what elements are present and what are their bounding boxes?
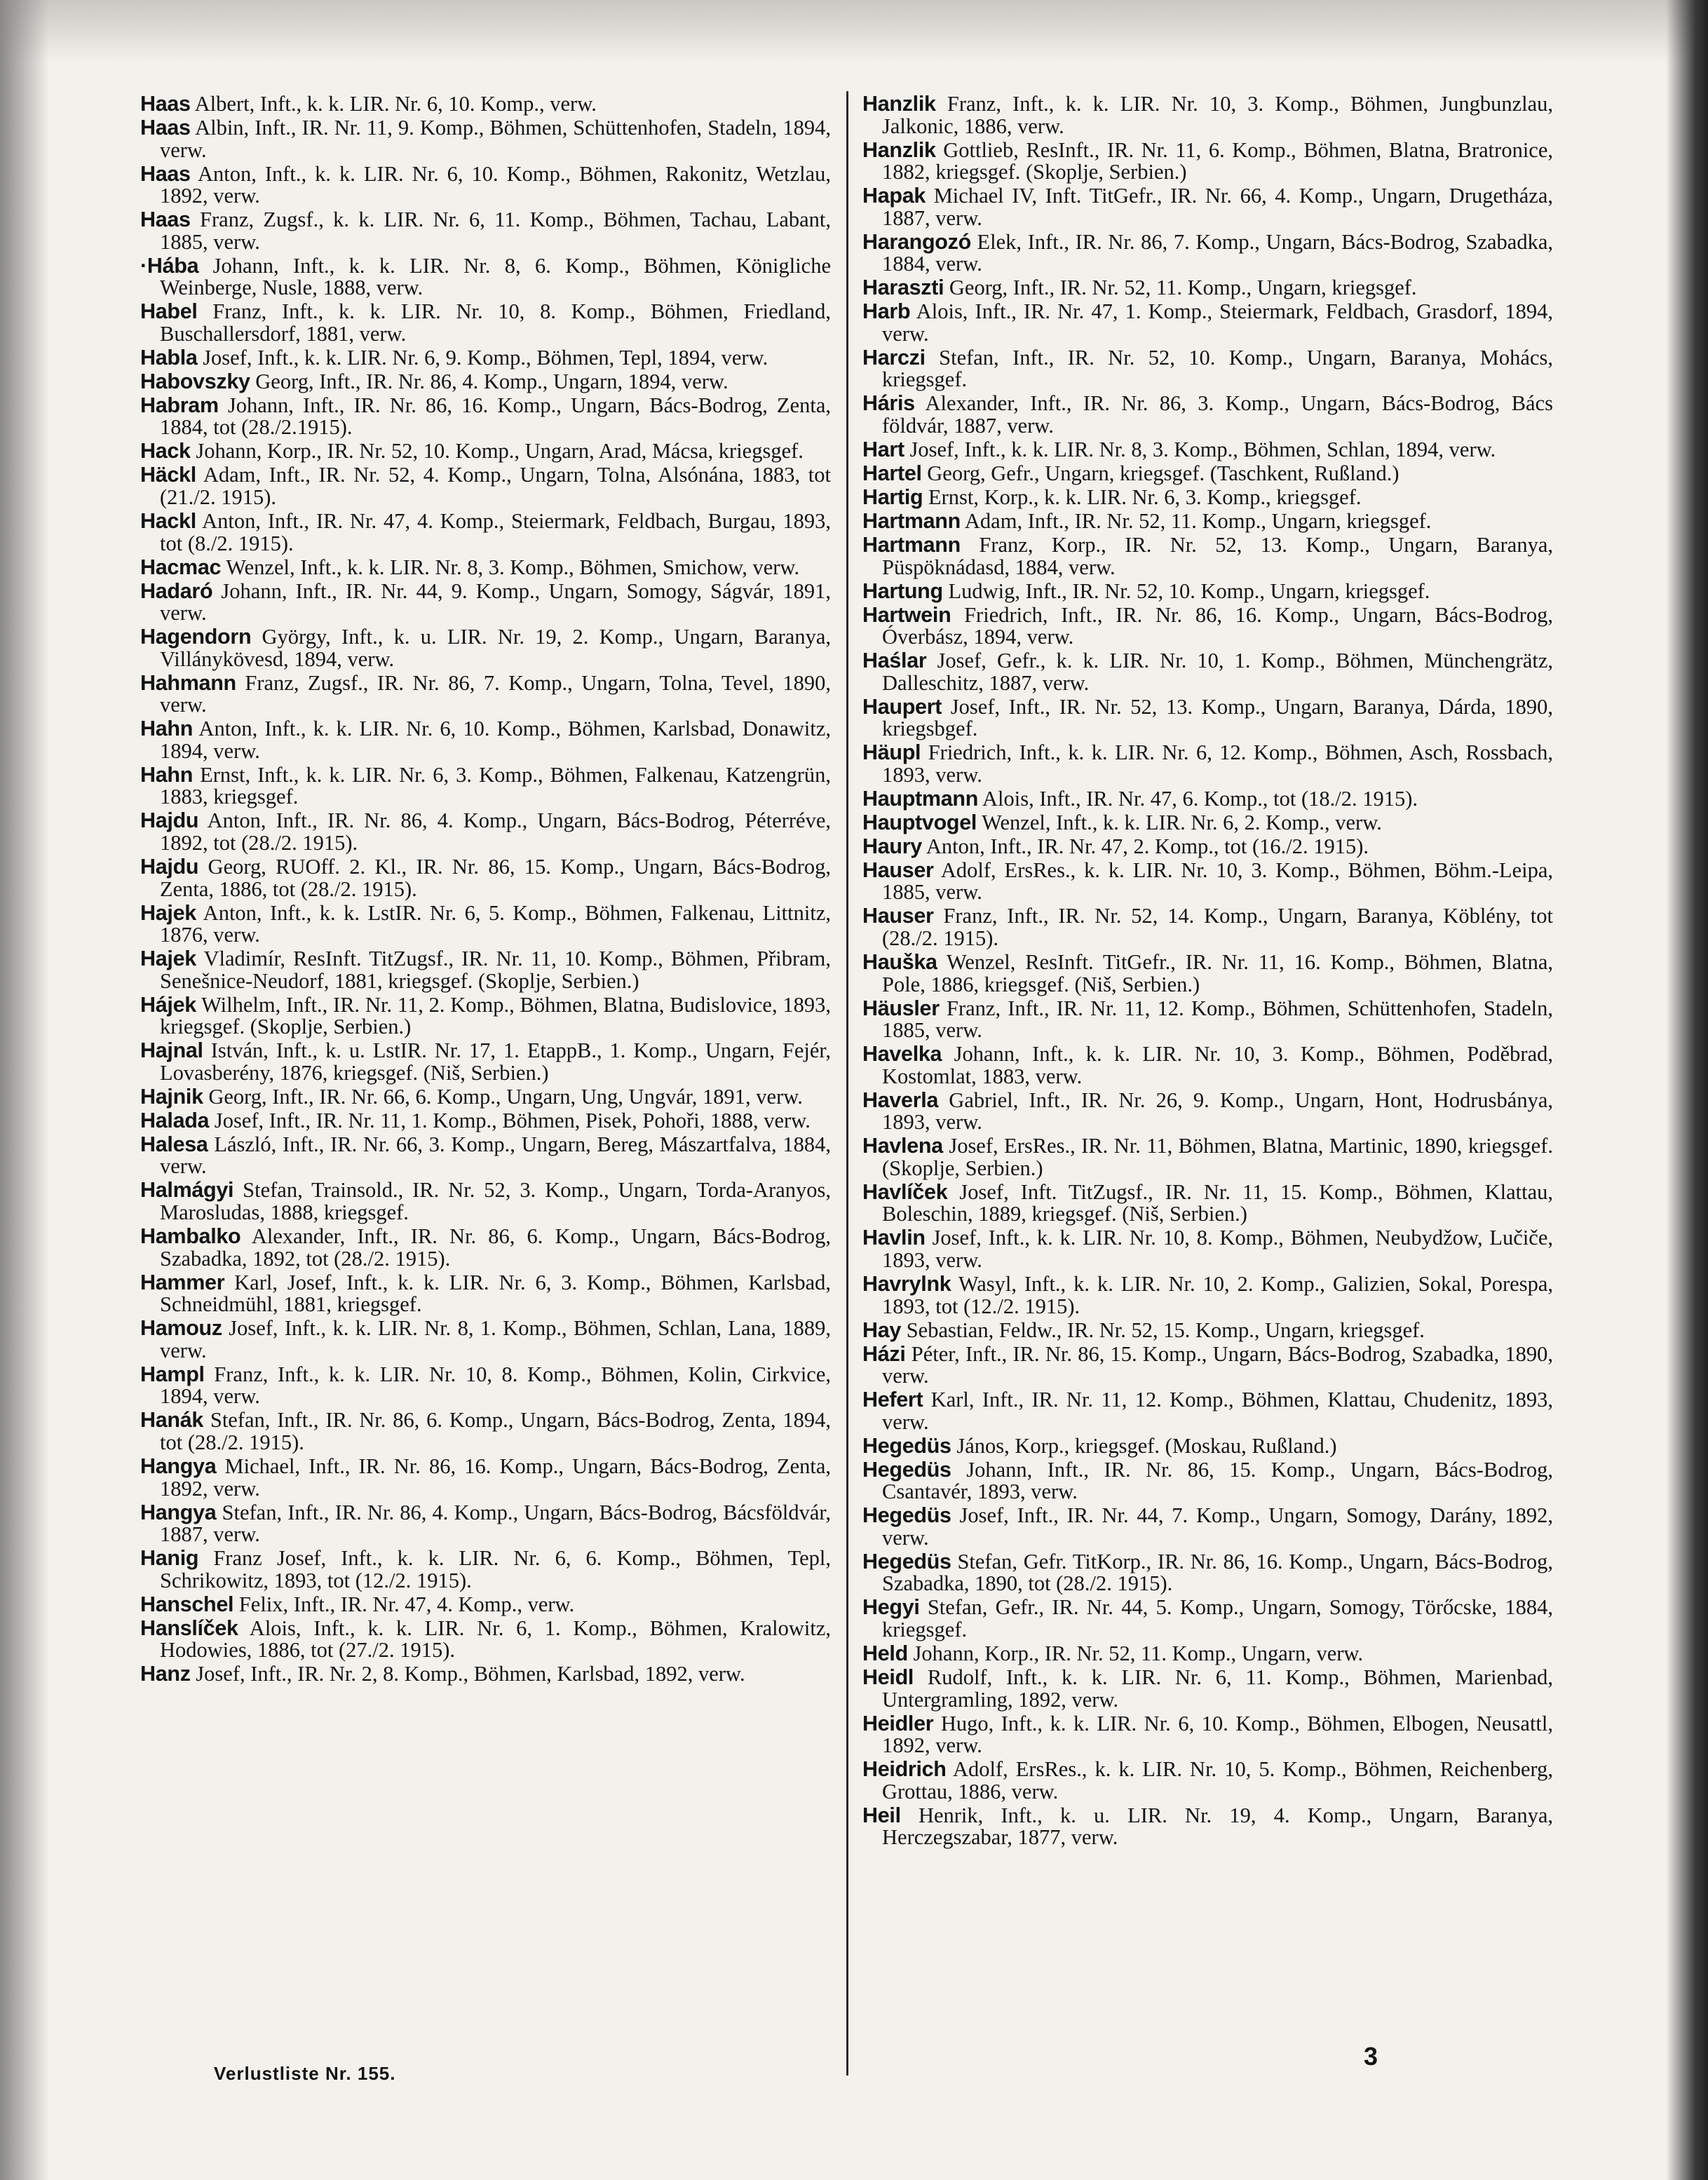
list-entry [862, 1459, 1553, 1503]
list-entry [140, 1318, 831, 1362]
entry-details: Wenzel, Inft., k. k. LIR. Nr. 8, 3. Komp., Böhmen, Smichow, verw. [221, 555, 800, 579]
entry-details: Josef, Inft., IR. Nr. 52, 13. Komp., Ungarn, Baranya, Dárda, 1890, kriegsbgef. [882, 694, 1553, 741]
entry-surname: Harczi [862, 345, 926, 370]
entry-surname: Haas [140, 115, 191, 140]
entry-details: Josef, Inft., IR. Nr. 44, 7. Komp., Ungarn, Somogy, Darány, 1892, verw. [882, 1503, 1553, 1550]
entry-surname: Hartel [862, 461, 922, 486]
list-entry [862, 1551, 1553, 1595]
entry-details: Franz, Inft., k. k. LIR. Nr. 10, 8. Komp., Böhmen, Kolin, Cirkvice, 1894, verw. [160, 1362, 831, 1409]
entry-details: László, Inft., IR. Nr. 66, 3. Komp., Ungarn, Bereg, Mászartfalva, 1884, verw. [160, 1132, 831, 1179]
entry-details: Georg, RUOff. 2. Kl., IR. Nr. 86, 15. Komp., Ungarn, Bács-Bodrog, Zenta, 1886, tot (28./2. 1915). [160, 855, 831, 901]
list-entry [862, 1643, 1553, 1665]
entry-surname: Hajnik [140, 1084, 203, 1109]
entry-details: Alois, Inft., IR. Nr. 47, 1. Komp., Steiermark, Feldbach, Grasdorf, 1894, verw. [882, 299, 1553, 346]
entry-details: Adolf, ErsRes., k. k. LIR. Nr. 10, 5. Komp., Böhmen, Reichenberg, Grottau, 1886, verw. [882, 1757, 1553, 1803]
entry-surname: Hahmann [140, 670, 236, 695]
list-entry [862, 836, 1553, 858]
list-entry [862, 93, 1553, 137]
list-entry [140, 1548, 831, 1592]
entry-details: Ernst, Inft., k. k. LIR. Nr. 6, 3. Komp., Böhmen, Falkenau, Katzengrün, 1883, kriegsgef. [160, 762, 831, 809]
entry-details: Karl, Josef, Inft., k. k. LIR. Nr. 6, 3. Komp., Böhmen, Karlsbad, Schneidmühl, 1881, kriegsgef. [160, 1270, 831, 1317]
entry-surname: Haverla [862, 1088, 939, 1112]
list-entry [140, 810, 831, 854]
entry-surname: Haury [862, 834, 922, 858]
entry-surname: Hahn [140, 762, 194, 787]
entry-details: Adam, Inft., IR. Nr. 52, 4. Komp., Ungarn, Tolna, Alsónána, 1883, tot (21./2. 1915). [160, 463, 831, 509]
list-entry [862, 1043, 1553, 1088]
entry-details: Josef, Inft., IR. Nr. 11, 1. Komp., Böhmen, Pisek, Pohoři, 1888, verw. [209, 1108, 811, 1132]
entry-surname: Hartwein [862, 602, 951, 627]
entry-surname: Haas [140, 161, 191, 186]
entry-surname: Havlin [862, 1226, 926, 1250]
entry-surname: Havlena [862, 1134, 943, 1158]
entry-surname: Hájek [140, 992, 196, 1017]
entry-details: Wenzel, ResInft. TitGefr., IR. Nr. 11, 16. Komp., Böhmen, Blatna, Pole, 1886, kriegsgef. (Niš, Serbien.) [882, 949, 1553, 996]
list-entry [140, 626, 831, 670]
list-entry [862, 604, 1553, 649]
entry-surname: Häupl [862, 740, 921, 765]
entry-details: Wilhelm, Inft., IR. Nr. 11, 2. Komp., Böhmen, Blatna, Budislovice, 1893, kriegsgef. (Skoplje, Serbien.) [160, 992, 831, 1039]
entry-details: Vladimír, ResInft. TitZugsf., IR. Nr. 11, 10. Komp., Böhmen, Přibram, Senešnice-Neudorf, 1881, kriegsgef. (Skoplje, Serbien.) [160, 947, 831, 993]
entry-details: Alexander, Inft., IR. Nr. 86, 6. Komp., Ungarn, Bács-Bodrog, Szabadka, 1892, tot (28./2. 1915). [160, 1224, 831, 1271]
entry-surname: Hauptvogel [862, 810, 977, 834]
scan-shadow-right [1666, 0, 1708, 2180]
entry-details: Johann, Korp., IR. Nr. 52, 10. Komp., Ungarn, Arad, Mácsa, kriegsgef. [190, 439, 804, 463]
column-divider [846, 91, 848, 2076]
entry-details: Elek, Inft., IR. Nr. 86, 7. Komp., Ungarn, Bács-Bodrog, Szabadka, 1884, verw. [882, 229, 1553, 276]
entry-details: Anton, Inft., k. k. LstIR. Nr. 6, 5. Komp., Böhmen, Falkenau, Littnitz, 1876, verw. [160, 900, 831, 947]
entry-surname: Hart [862, 438, 904, 462]
list-entry [140, 1456, 831, 1500]
entry-surname: Hajdu [140, 808, 199, 833]
list-entry [862, 696, 1553, 740]
entry-surname: Hanschel [140, 1592, 234, 1616]
list-entry [140, 163, 831, 208]
entry-details: Josef, Inft., k. k. LIR. Nr. 8, 3. Komp., Böhmen, Schlan, 1894, verw. [904, 438, 1496, 462]
right-column [862, 93, 1553, 1850]
list-entry [862, 1759, 1553, 1803]
entry-surname: Háris [862, 391, 915, 416]
entry-surname: Hartung [862, 578, 943, 603]
entry-details: Josef, Gefr., k. k. LIR. Nr. 10, 1. Komp., Böhmen, Münchengrätz, Dalleschitz, 1887, verw. [882, 649, 1553, 695]
list-entry [140, 902, 831, 947]
entry-details: Alois, Inft., k. k. LIR. Nr. 6, 1. Komp., Böhmen, Kralowitz, Hodowies, 1886, tot (27./2. 1915). [160, 1616, 831, 1663]
entry-surname: Habel [140, 299, 198, 324]
list-entry [140, 578, 831, 625]
entry-details: Anton, Inft., k. k. LIR. Nr. 6, 10. Komp., Böhmen, Rakonitz, Wetzlau, 1892, verw. [160, 161, 831, 208]
entry-surname: Hartig [862, 485, 923, 509]
left-column [140, 93, 831, 1687]
entry-surname: Haślar [862, 649, 927, 673]
list-entry [862, 510, 1553, 533]
entry-surname: Havrylnk [862, 1272, 951, 1296]
entry-details: Johann, Inft., IR. Nr. 86, 16. Komp., Ungarn, Bács-Bodrog, Zenta, 1884, tot (28./2.1915). [160, 393, 831, 440]
entry-surname: Haas [140, 92, 191, 116]
entry-details: Wenzel, Inft., k. k. LIR. Nr. 6, 2. Komp., verw. [977, 810, 1382, 834]
list-entry [862, 998, 1553, 1042]
list-entry [140, 347, 831, 370]
list-entry [862, 347, 1553, 391]
entry-surname: Hauser [862, 858, 934, 882]
entry-details: Josef, Inft. TitZugsf., IR. Nr. 11, 15. Komp., Böhmen, Klattau, Boleschin, 1889, kriegsgef. (Niš, Serbien.) [882, 1179, 1553, 1226]
entry-details: Felix, Inft., IR. Nr. 47, 4. Komp., verw. [233, 1592, 575, 1616]
list-entry [862, 1435, 1553, 1458]
entry-surname: Hanzlik [862, 137, 936, 162]
list-entry [140, 764, 831, 808]
entry-details: Henrik, Inft., k. u. LIR. Nr. 19, 4. Komp., Ungarn, Baranya, Herczegszabar, 1877, verw. [882, 1803, 1553, 1850]
list-entry [140, 1364, 831, 1408]
entry-surname: Habla [140, 345, 198, 370]
entry-details: Friedrich, Inft., k. k. LIR. Nr. 6, 12. Komp., Böhmen, Asch, Rossbach, 1893, verw. [882, 740, 1553, 787]
entry-details: Franz, Korp., IR. Nr. 52, 13. Komp., Ungarn, Baranya, Püspöknádasd, 1884, verw. [882, 532, 1553, 579]
entry-surname: Habovszky [140, 369, 250, 393]
scan-shadow-left [0, 0, 49, 2180]
list-entry [862, 905, 1553, 949]
entry-details: Franz, Inft., k. k. LIR. Nr. 10, 3. Komp., Böhmen, Jungbunzlau, Jalkonic, 1886, verw. [882, 92, 1553, 138]
list-entry [140, 301, 831, 345]
list-entry [862, 1179, 1553, 1226]
entry-details: Stefan, Gefr., IR. Nr. 44, 5. Komp., Ungarn, Somogy, Törőcske, 1884, kriegsgef. [882, 1595, 1553, 1642]
entry-surname: Hacmac [140, 555, 222, 579]
entry-surname: ·Hába [140, 253, 199, 278]
list-entry [140, 209, 831, 253]
list-entry [862, 277, 1553, 299]
entry-details: Franz, Inft., k. k. LIR. Nr. 10, 8. Komp., Böhmen, Friedland, Buschallersdorf, 1881, verw. [160, 299, 831, 346]
entry-surname: Halmágyi [140, 1178, 234, 1203]
page-number: 3 [1364, 2042, 1378, 2071]
entry-details: Johann, Korp., IR. Nr. 52, 11. Komp., Ungarn, verw. [907, 1641, 1364, 1666]
entry-surname: Hanz [140, 1662, 191, 1686]
list-entry [140, 1409, 831, 1454]
entry-surname: Hamouz [140, 1316, 222, 1341]
list-entry [862, 1713, 1553, 1757]
entry-details: Josef, Inft., k. k. LIR. Nr. 6, 9. Komp., Böhmen, Tepl, 1894, verw. [197, 345, 768, 370]
entry-surname: Havelka [862, 1042, 942, 1067]
entry-details: Michael, Inft., IR. Nr. 86, 16. Komp., Ungarn, Bács-Bodrog, Zenta, 1892, verw. [160, 1454, 831, 1501]
list-entry [862, 231, 1553, 276]
entry-details: Johann, Inft., k. k. LIR. Nr. 8, 6. Komp., Böhmen, Königliche Weinberge, Nusle, 1888, verw. [160, 253, 831, 300]
entry-details: Josef, ErsRes., IR. Nr. 11, Böhmen, Blatna, Martinic, 1890, kriegsgef. (Skoplje, Serbien.) [882, 1134, 1553, 1180]
entry-surname: Hegedüs [862, 1503, 951, 1528]
entry-details: Franz, Zugsf., k. k. LIR. Nr. 6, 11. Komp., Böhmen, Tachau, Labant, 1885, verw. [160, 208, 831, 254]
entry-details: Josef, Inft., k. k. LIR. Nr. 10, 8. Komp., Böhmen, Neubydžow, Lučiče, 1893, verw. [882, 1226, 1553, 1273]
list-entry [140, 371, 831, 393]
entry-surname: Hegyi [862, 1595, 920, 1620]
entry-details: Anton, Inft., IR. Nr. 47, 2. Komp., tot (16./2. 1915). [921, 834, 1369, 858]
entry-surname: Halada [140, 1108, 210, 1132]
entry-details: Stefan, Trainsold., IR. Nr. 52, 3. Komp., Ungarn, Torda-Aranyos, Marosludas, 1888, kriegsgef. [160, 1178, 831, 1225]
list-entry [862, 1343, 1553, 1388]
scan-shadow-top [0, 0, 1708, 63]
entry-details: Ernst, Korp., k. k. LIR. Nr. 6, 3. Komp., kriegsgef. [923, 485, 1362, 509]
entry-surname: Hadaró [140, 578, 213, 603]
list-entry [140, 994, 831, 1038]
entry-details: Hugo, Inft., k. k. LIR. Nr. 6, 10. Komp., Böhmen, Elbogen, Neusattl, 1892, verw. [882, 1711, 1553, 1758]
entry-surname: Házi [862, 1341, 906, 1366]
entry-details: Alexander, Inft., IR. Nr. 86, 3. Komp., Ungarn, Bács-Bodrog, Bács földvár, 1887, verw. [882, 391, 1553, 438]
list-entry [862, 487, 1553, 509]
list-entry [862, 650, 1553, 694]
entry-surname: Hagendorn [140, 625, 252, 649]
entry-surname: Hanák [140, 1408, 204, 1433]
entry-surname: Hahn [140, 717, 194, 741]
list-entry [140, 117, 831, 161]
entry-surname: Häusler [862, 996, 940, 1020]
entry-details: Franz Josef, Inft., k. k. LIR. Nr. 6, 6. Komp., Böhmen, Tepl, Schrikowitz, 1893, tot (12./2. 1915). [160, 1546, 831, 1592]
entry-surname: Hanslíček [140, 1616, 238, 1640]
entry-details: Josef, Inft., IR. Nr. 2, 8. Komp., Böhmen, Karlsbad, 1892, verw. [190, 1662, 745, 1686]
entry-details: Georg, Gefr., Ungarn, kriegsgef. (Taschkent, Rußland.) [921, 461, 1399, 486]
entry-details: Stefan, Gefr. TitKorp., IR. Nr. 86, 16. Komp., Ungarn, Bács-Bodrog, Szabadka, 1890, tot (28./2. 1915). [882, 1549, 1553, 1596]
entry-details: Josef, Inft., k. k. LIR. Nr. 8, 1. Komp., Böhmen, Schlan, Lana, 1889, verw. [160, 1316, 831, 1362]
list-entry [140, 856, 831, 900]
list-entry [862, 439, 1553, 461]
entry-details: Michael IV, Inft. TitGefr., IR. Nr. 66, 4. Komp., Ungarn, Drugetháza, 1887, verw. [882, 184, 1553, 230]
list-label: Verlustliste Nr. 155. [214, 2063, 396, 2084]
entry-surname: Habram [140, 393, 219, 417]
entry-surname: Hajnal [140, 1038, 203, 1063]
list-entry [862, 1227, 1553, 1271]
entry-details: Georg, Inft., IR. Nr. 66, 6. Komp., Ungarn, Ung, Ungvár, 1891, verw. [203, 1084, 803, 1109]
list-entry [862, 1805, 1553, 1849]
entry-details: Albin, Inft., IR. Nr. 11, 9. Komp., Böhmen, Schüttenhofen, Stadeln, 1894, verw. [160, 115, 831, 162]
list-entry [140, 1663, 831, 1686]
entry-surname: Hegedüs [862, 1457, 951, 1482]
list-entry [862, 860, 1553, 904]
entry-surname: Haraszti [862, 276, 944, 300]
list-entry [140, 1110, 831, 1132]
entry-details: Anton, Inft., k. k. LIR. Nr. 6, 10. Komp., Böhmen, Karlsbad, Donawitz, 1894, verw. [160, 717, 831, 763]
entry-surname: Hanig [140, 1546, 199, 1571]
list-entry [862, 1505, 1553, 1549]
entry-details: György, Inft., k. u. LIR. Nr. 19, 2. Komp., Ungarn, Baranya, Villánykövesd, 1894, verw. [160, 625, 831, 671]
entry-details: Johann, Inft., k. k. LIR. Nr. 10, 3. Komp., Böhmen, Poděbrad, Kostomlat, 1883, verw. [882, 1042, 1553, 1088]
entry-surname: Hartmann [862, 532, 961, 557]
entry-surname: Hangya [140, 1500, 217, 1524]
list-entry [140, 1086, 831, 1109]
list-entry [140, 1179, 831, 1224]
entry-surname: Held [862, 1641, 908, 1666]
entry-details: Stefan, Inft., IR. Nr. 86, 4. Komp., Ungarn, Bács-Bodrog, Bácsföldvár, 1887, verw. [160, 1500, 831, 1547]
list-entry [862, 1320, 1553, 1342]
list-entry [862, 1597, 1553, 1641]
entry-details: Albert, Inft., k. k. LIR. Nr. 6, 10. Komp., verw. [190, 92, 597, 116]
entry-details: Rudolf, Inft., k. k. LIR. Nr. 6, 11. Komp., Böhmen, Marienbad, Untergramling, 1892, verw. [882, 1665, 1553, 1712]
entry-details: János, Korp., kriegsgef. (Moskau, Rußland.) [951, 1433, 1337, 1458]
entry-details: Stefan, Inft., IR. Nr. 52, 10. Komp., Ungarn, Baranya, Mohács, kriegsgef. [882, 345, 1553, 392]
entry-surname: Hackl [140, 508, 196, 533]
entry-details: Friedrich, Inft., IR. Nr. 86, 16. Komp., Ungarn, Bács-Bodrog, Óverbász, 1894, verw. [882, 602, 1553, 649]
list-entry [862, 578, 1553, 603]
entry-surname: Hanzlik [862, 92, 936, 116]
list-entry [862, 949, 1553, 996]
entry-surname: Haupert [862, 694, 942, 719]
list-entry [140, 1040, 831, 1084]
entry-details: Anton, Inft., IR. Nr. 86, 4. Komp., Ungarn, Bács-Bodrog, Péterréve, 1892, tot (28./2. 1915). [160, 808, 831, 855]
entry-details: Franz, Inft., IR. Nr. 52, 14. Komp., Ungarn, Baranya, Köblény, tot (28./2. 1915). [882, 904, 1553, 950]
list-entry [862, 742, 1553, 786]
list-entry [140, 395, 831, 439]
entry-surname: Heidl [862, 1665, 914, 1689]
entry-details: Johann, Inft., IR. Nr. 44, 9. Komp., Ungarn, Somogy, Ságvár, 1891, verw. [160, 578, 831, 625]
list-entry [140, 440, 831, 463]
entry-details: Gottlieb, ResInft., IR. Nr. 11, 6. Komp., Böhmen, Blatna, Bratronice, 1882, kriegsgef. (Skoplje, Serbien.) [882, 137, 1553, 184]
entry-details: Karl, Inft., IR. Nr. 11, 12. Komp., Böhmen, Klattau, Chudenitz, 1893, verw. [882, 1388, 1553, 1434]
list-entry [140, 948, 831, 992]
list-entry [140, 1502, 831, 1546]
entry-details: Anton, Inft., IR. Nr. 47, 4. Komp., Steiermark, Feldbach, Burgau, 1893, tot (8./2. 1915). [160, 508, 831, 555]
list-entry [862, 1273, 1553, 1318]
entry-surname: Hambalko [140, 1224, 241, 1249]
list-entry [862, 1135, 1553, 1179]
entry-surname: Hajek [140, 900, 196, 925]
entry-details: Sebastian, Feldw., IR. Nr. 52, 15. Komp., Ungarn, kriegsgef. [901, 1318, 1425, 1342]
list-entry [140, 1134, 831, 1178]
entry-surname: Häckl [140, 463, 196, 487]
list-entry [140, 1272, 831, 1316]
entry-surname: Hajdu [140, 855, 199, 879]
entry-surname: Hajek [140, 947, 196, 971]
entry-details: Adam, Inft., IR. Nr. 52, 11. Komp., Ungarn, kriegsgef. [960, 508, 1432, 533]
list-entry [140, 557, 831, 579]
entry-surname: Heidrich [862, 1757, 947, 1782]
list-entry [140, 1594, 831, 1616]
list-entry [862, 1389, 1553, 1433]
entry-details: Franz, Inft., IR. Nr. 11, 12. Komp., Böhmen, Schüttenhofen, Stadeln, 1885, verw. [882, 996, 1553, 1043]
entry-surname: Hapak [862, 184, 926, 208]
entry-details: Georg, Inft., IR. Nr. 52, 11. Komp., Ungarn, kriegsgef. [944, 276, 1417, 300]
entry-surname: Hefert [862, 1388, 923, 1412]
entry-details: Ludwig, Inft., IR. Nr. 52, 10. Komp., Ungarn, kriegsgef. [942, 578, 1430, 603]
entry-surname: Halesa [140, 1132, 208, 1156]
entry-details: Georg, Inft., IR. Nr. 86, 4. Komp., Ungarn, 1894, verw. [250, 369, 728, 393]
entry-surname: Hack [140, 439, 191, 463]
entry-surname: Hay [862, 1318, 902, 1342]
entry-details: Stefan, Inft., IR. Nr. 86, 6. Komp., Ungarn, Bács-Bodrog, Zenta, 1894, tot (28./2. 1915). [160, 1408, 831, 1454]
entry-surname: Haas [140, 208, 191, 232]
entry-details: Péter, Inft., IR. Nr. 86, 15. Komp., Ungarn, Bács-Bodrog, Szabadka, 1890, verw. [882, 1341, 1553, 1388]
list-entry [140, 1226, 831, 1270]
list-entry [140, 255, 831, 299]
entry-surname: Hauser [862, 904, 934, 928]
list-entry [862, 393, 1553, 437]
entry-details: Wasyl, Inft., k. k. LIR. Nr. 10, 2. Komp., Galizien, Sokal, Porespa, 1893, tot (12./2. 1915). [882, 1272, 1553, 1318]
entry-surname: Heidler [862, 1711, 934, 1735]
entry-surname: Hegedüs [862, 1549, 951, 1573]
list-entry [862, 534, 1553, 578]
list-entry [140, 1618, 831, 1662]
entry-surname: Harangozó [862, 229, 971, 254]
entry-surname: Hegedüs [862, 1433, 951, 1458]
entry-surname: Hauška [862, 949, 937, 974]
list-entry [862, 812, 1553, 834]
list-entry [862, 1667, 1553, 1711]
entry-details: Gabriel, Inft., IR. Nr. 26, 9. Komp., Ungarn, Hont, Hodrusbánya, 1893, verw. [882, 1088, 1553, 1135]
list-entry [140, 718, 831, 762]
list-entry [140, 510, 831, 555]
entry-surname: Hammer [140, 1270, 225, 1294]
entry-details: Adolf, ErsRes., k. k. LIR. Nr. 10, 3. Komp., Böhmen, Böhm.-Leipa, 1885, verw. [882, 858, 1553, 905]
list-entry [862, 137, 1553, 184]
list-entry [140, 93, 831, 116]
entry-details: Johann, Inft., IR. Nr. 86, 15. Komp., Ungarn, Bács-Bodrog, Csantavér, 1893, verw. [882, 1457, 1553, 1504]
list-entry [862, 301, 1553, 345]
entry-surname: Havlíček [862, 1179, 948, 1204]
entry-details: István, Inft., k. u. LstIR. Nr. 17, 1. EtappB., 1. Komp., Ungarn, Fejér, Lovasberény, 1876, kriegsgef. (Niš, Serbien.) [160, 1038, 831, 1085]
list-entry [862, 788, 1553, 811]
list-entry [862, 1090, 1553, 1134]
entry-details: Franz, Zugsf., IR. Nr. 86, 7. Komp., Ungarn, Tolna, Tevel, 1890, verw. [160, 670, 831, 717]
entry-surname: Heil [862, 1803, 901, 1827]
entry-details: Alois, Inft., IR. Nr. 47, 6. Komp., tot (18./2. 1915). [978, 786, 1418, 811]
entry-surname: Hangya [140, 1454, 217, 1478]
entry-surname: Harb [862, 299, 911, 324]
list-entry [862, 463, 1553, 485]
entry-surname: Hampl [140, 1362, 205, 1386]
entry-surname: Hauptmann [862, 786, 979, 811]
list-entry [862, 185, 1553, 229]
list-entry [140, 464, 831, 508]
entry-surname: Hartmann [862, 508, 961, 533]
list-entry [140, 672, 831, 717]
